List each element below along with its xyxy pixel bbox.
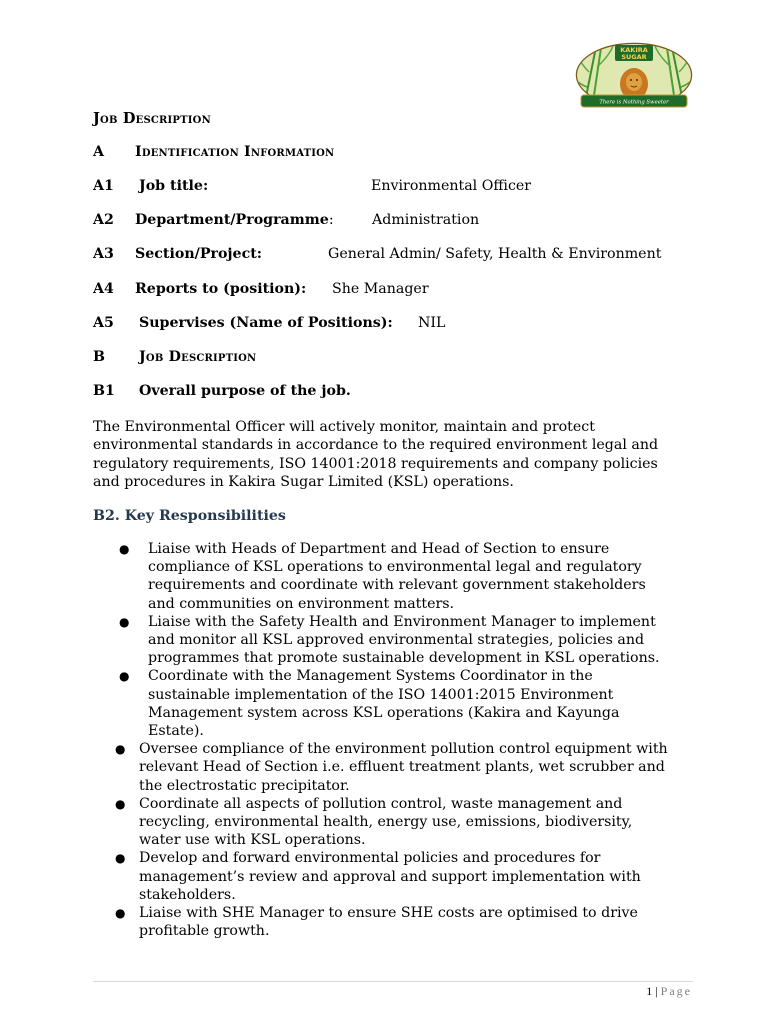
bullet-icon: ● [115, 851, 126, 866]
bullet-icon: ● [115, 906, 126, 921]
document-heading: Job Description [93, 110, 211, 127]
footer-divider [93, 981, 693, 982]
a1-value: Environmental Officer [371, 178, 532, 194]
responsibilities-list [0, 540, 768, 940]
list-item-line: and monitor all KSL approved environmental strategies, policies and [148, 632, 645, 649]
list-item-line: programmes that promote sustainable development in KSL operations. [148, 650, 660, 667]
list-item-line: Develop and forward environmental policies and procedures for [139, 850, 601, 867]
list-item [0, 667, 768, 740]
bullet-icon: ● [115, 796, 126, 811]
list-item-line: requirements and coordinate with relevant government stakeholders [148, 577, 646, 594]
footer-separator: | [655, 984, 658, 998]
a4-label: Reports to (position): [135, 281, 307, 297]
list-item-line: profitable growth. [139, 923, 270, 940]
list-item [0, 795, 768, 850]
bullet-icon: ● [115, 742, 126, 757]
a1-label: Job title: [139, 178, 209, 194]
bullet-icon: ● [119, 669, 130, 684]
list-item-line: Coordinate with the Management Systems Coordinator in the [148, 668, 593, 685]
list-item-line: compliance of KSL operations to environmental legal and regulatory [148, 559, 642, 576]
purpose-line: The Environmental Officer will actively monitor, maintain and protect [93, 419, 595, 435]
purpose-line: regulatory requirements, ISO 14001:2018 requirements and company policies [93, 455, 658, 472]
list-item-line: Liaise with the Safety Health and Environment Manager to implement [148, 613, 656, 630]
list-item-line: and communities on environment matters. [148, 595, 455, 612]
logo-motto: There is Nothing Sweeter [599, 99, 669, 106]
list-item-line: Liaise with SHE Manager to ensure SHE costs are optimised to drive [139, 905, 638, 922]
section-b-code: B [93, 349, 106, 365]
a3-value: General Admin/ Safety, Health & Environment [328, 246, 662, 262]
b1-code: B1 [93, 383, 115, 399]
logo-brand-line2: SUGAR [621, 53, 647, 61]
page-number: 1 [646, 984, 653, 998]
list-item-line: Management system across KSL operations (Kakira and Kayunga [148, 704, 620, 721]
section-b-title: Job Description [139, 349, 257, 365]
list-item [0, 849, 768, 904]
a2-label: Department/Programme [135, 212, 329, 228]
a3-label: Section/Project: [135, 246, 263, 262]
logo-brand-line1: KAKIRA [620, 46, 648, 54]
bullet-icon: ● [119, 542, 130, 556]
a4-value: She Manager [332, 281, 429, 297]
list-item-line: the electrostatic precipitator. [139, 777, 350, 794]
a5-code: A5 [93, 315, 114, 331]
a4-code: A4 [93, 281, 114, 297]
list-item-line: water use with KSL operations. [139, 832, 366, 849]
purpose-line: and procedures in Kakira Sugar Limited (KSL) operations. [93, 474, 514, 491]
list-item [0, 613, 768, 668]
purpose-paragraph [93, 418, 693, 492]
list-item-line: Liaise with Heads of Department and Head of Section to ensure [148, 541, 610, 557]
a2-suffix: : [328, 212, 334, 228]
section-a-code: A [93, 144, 105, 160]
kakira-sugar-logo [575, 42, 693, 112]
a2-value: Administration [372, 212, 480, 228]
page-word: Page [660, 984, 692, 998]
list-item [0, 904, 768, 940]
purpose-line: environmental standards in accordance to the required environment legal and [93, 437, 659, 454]
a1-code: A1 [93, 178, 114, 194]
a2-label-row [135, 212, 334, 228]
list-item-line: recycling, environmental health, energy use, emissions, biodiversity, [139, 814, 633, 831]
list-item-line: Estate). [148, 723, 204, 740]
a3-code: A3 [93, 246, 114, 262]
bullet-icon: ● [119, 614, 130, 629]
list-item-line: stakeholders. [139, 886, 236, 903]
key-responsibilities-heading: B2. Key Responsibilities [93, 508, 286, 524]
page-footer [646, 984, 692, 999]
b1-title: Overall purpose of the job. [139, 383, 351, 399]
list-item-line: Oversee compliance of the environment pollution control equipment with [139, 741, 668, 758]
a5-label: Supervises (Name of Positions): [139, 315, 393, 331]
list-item-line: sustainable implementation of the ISO 14001:2015 Environment [148, 686, 614, 703]
list-item [0, 740, 768, 795]
list-item-line: management’s review and approval and support implementation with [139, 868, 641, 885]
a2-code: A2 [93, 212, 114, 228]
a5-value: NIL [418, 315, 446, 331]
list-item-line: relevant Head of Section i.e. effluent treatment plants, wet scrubber and [139, 759, 665, 776]
list-item [0, 540, 768, 613]
list-item-line: Coordinate all aspects of pollution control, waste management and [139, 795, 623, 812]
section-a-title: Identification Information [135, 144, 335, 160]
